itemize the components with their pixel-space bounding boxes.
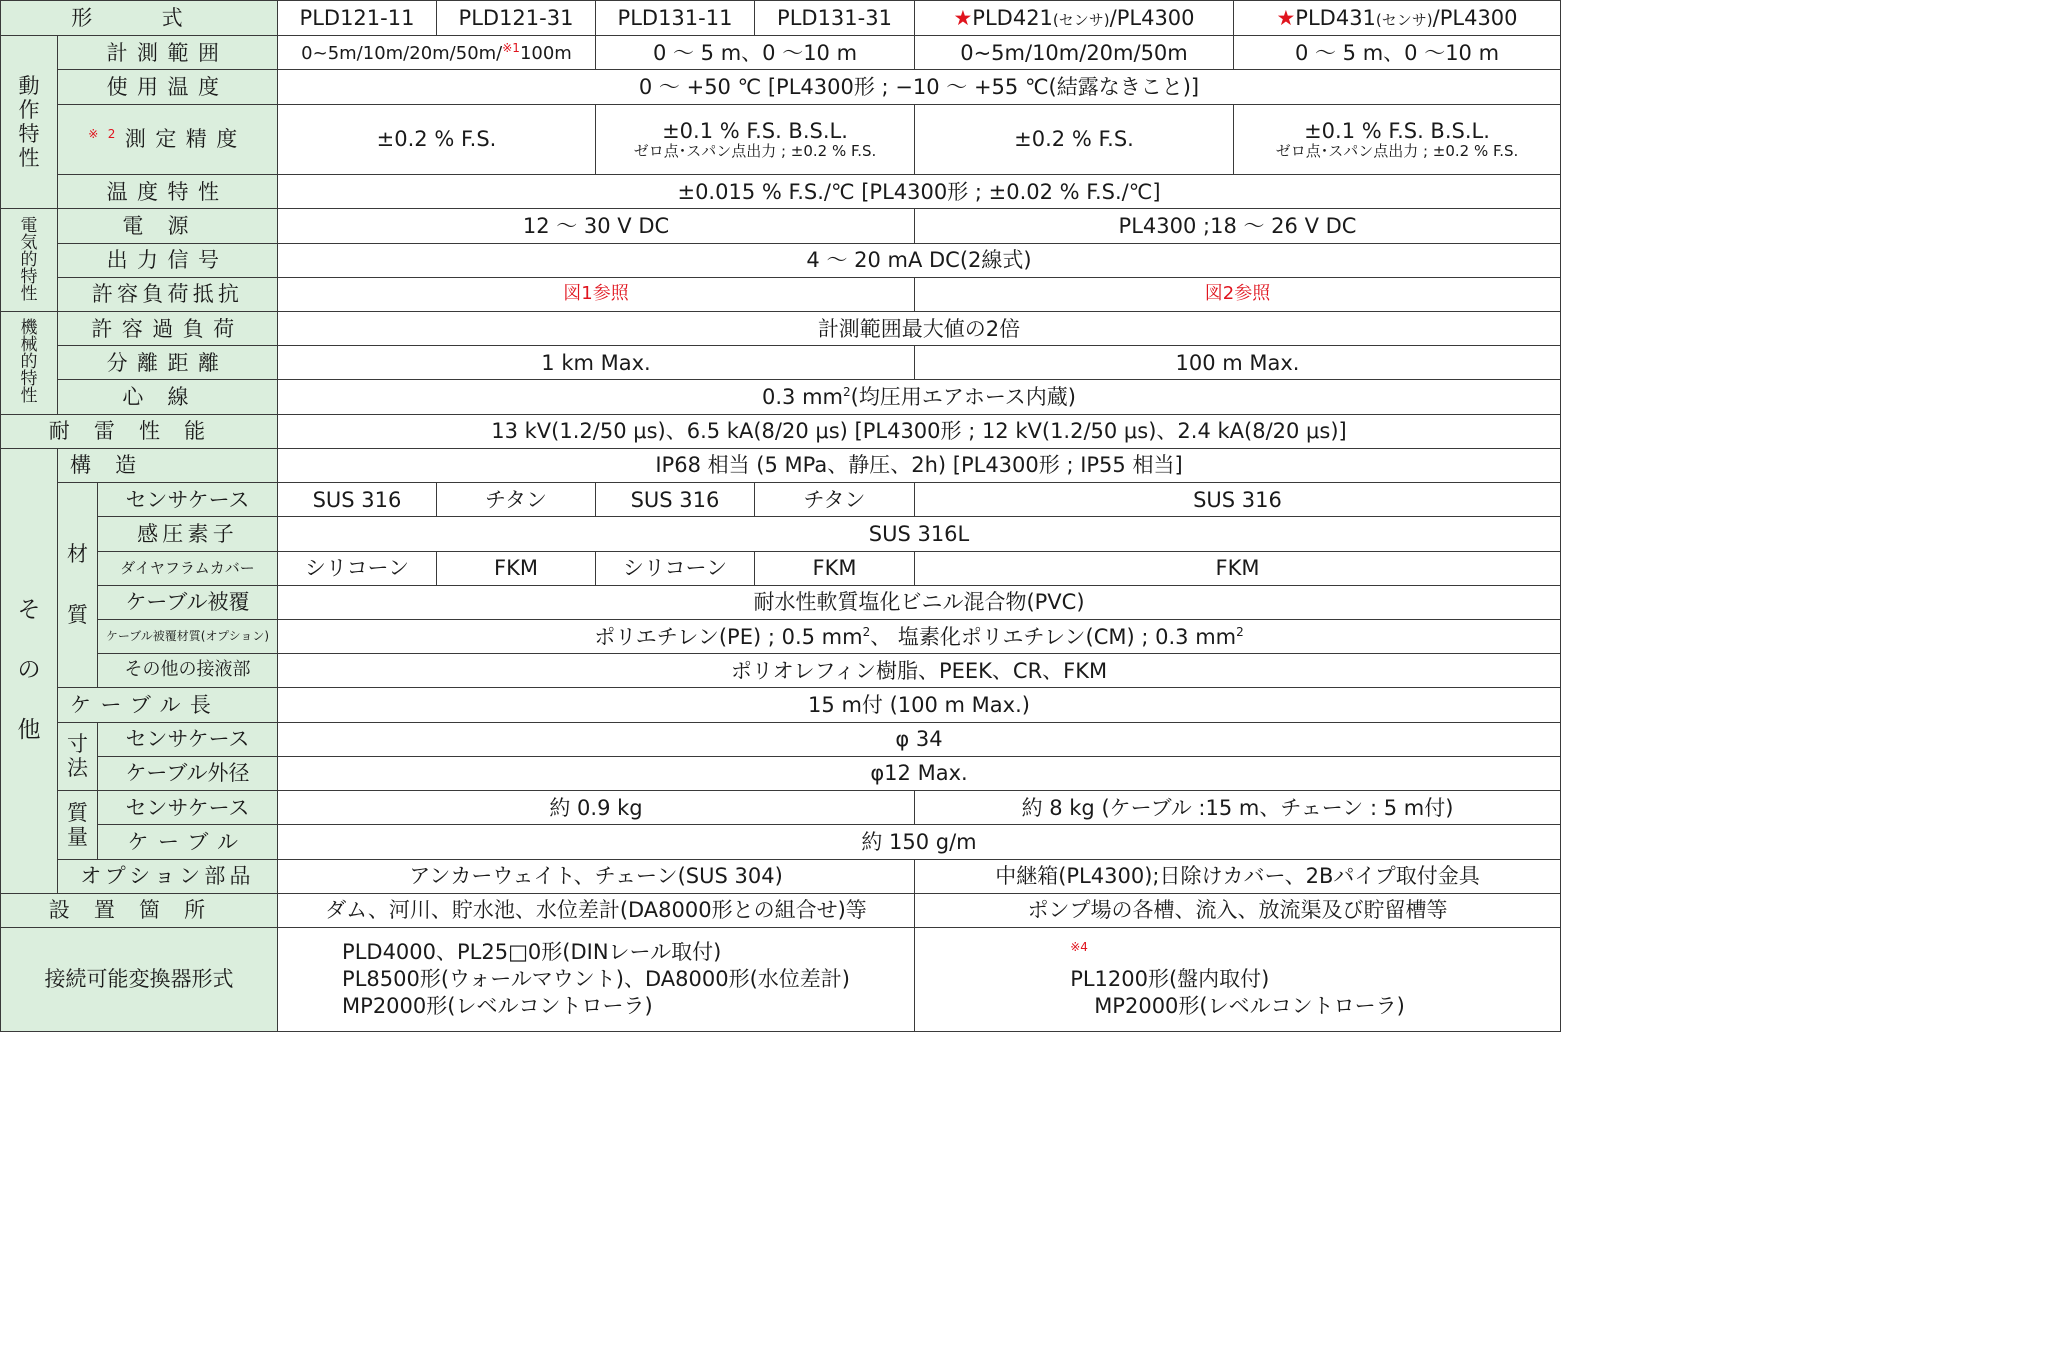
pressure-element-value: SUS 316L	[278, 517, 1561, 551]
model-pld121-11: PLD121-11	[278, 1, 437, 36]
model-pld421	[915, 1, 1234, 36]
row-output	[1, 243, 1561, 277]
dim-cable-label: ケーブル外径	[98, 756, 278, 790]
dim-sensor-label: センサケース	[98, 722, 278, 756]
star-icon: ★	[953, 6, 973, 31]
row-cable-cover	[1, 585, 1561, 619]
options-value-2: 中継箱(PL4300);日除けカバー、2Bパイプ取付金具	[915, 859, 1561, 893]
row-options	[1, 859, 1561, 893]
diaphragm-label: ダイヤフラムカバー	[98, 551, 278, 585]
load-value-1: 図1参照	[278, 277, 915, 311]
location-value-2: ポンプ場の各槽、流入、放流渠及び貯留槽等	[915, 893, 1561, 927]
sensor-case-value-2: チタン	[437, 483, 596, 517]
group-other: そ の 他	[1, 448, 58, 893]
diaphragm-value-2: FKM	[437, 551, 596, 585]
sensor-case-value-5: SUS 316	[915, 483, 1561, 517]
load-value-2: 図2参照	[915, 277, 1561, 311]
temp-char-value: ±0.015 % F.S./℃ [PL4300形 ; ±0.02 % F.S./℃]	[278, 175, 1561, 209]
load-label: 許容負荷抵抗	[58, 277, 278, 311]
range-value-3: 0~5m/10m/20m/50m	[915, 36, 1234, 70]
model-pld421-pl4300: /PL4300	[1109, 6, 1195, 31]
mass-sensor-value-2: 約 8 kg (ケーブル :15 m、チェーン : 5 m付)	[915, 791, 1561, 825]
row-mass-cable	[1, 825, 1561, 859]
row-core	[1, 380, 1561, 414]
group-operation: 動 作 特 性	[1, 36, 58, 209]
cable-cover-value: 耐水性軟質塩化ビニル混合物(PVC)	[278, 585, 1561, 619]
group-dimension: 寸 法	[58, 722, 98, 790]
output-value: 4 ～ 20 mA DC(2線式)	[278, 243, 1561, 277]
cable-option-value: ポリエチレン(PE) ; 0.5 $mm^2$、 塩素化ポリエチレン(CM) ; 0.3 $mm^2$	[278, 619, 1561, 653]
overload-value: 計測範囲最大値の2倍	[278, 312, 1561, 346]
power-value-1: 12 ～ 30 V DC	[278, 209, 915, 243]
row-load	[1, 277, 1561, 311]
row-sensor-case	[1, 483, 1561, 517]
mass-cable-label: ケーブル	[98, 825, 278, 859]
group-mechanical: 機 械 的 特 性	[1, 312, 58, 415]
range-label: 計測範囲	[58, 36, 278, 70]
group-mass: 質 量	[58, 791, 98, 859]
row-overload	[1, 312, 1561, 346]
pressure-element-label: 感圧素子	[98, 517, 278, 551]
model-pld431-name: PLD431	[1295, 6, 1376, 31]
model-pld431-pl4300: /PL4300	[1432, 6, 1518, 31]
model-pld131-31: PLD131-31	[755, 1, 915, 36]
model-pld431	[1234, 1, 1561, 36]
row-wetted	[1, 654, 1561, 688]
row-structure	[1, 448, 1561, 482]
wetted-value: ポリオレフィン樹脂、PEEK、CR、FKM	[278, 654, 1561, 688]
diaphragm-value-1: シリコーン	[278, 551, 437, 585]
row-model	[1, 1, 1561, 36]
accuracy-label: $^{※2}$測定精度	[58, 104, 278, 174]
group-material: 材 質	[58, 483, 98, 688]
distance-value-1: 1 km Max.	[278, 346, 915, 380]
location-label: 設置箇所	[1, 893, 278, 927]
mass-sensor-value-1: 約 0.9 kg	[278, 791, 915, 825]
row-location	[1, 893, 1561, 927]
range-value-4: 0 ～ 5 m、0 ～10 m	[1234, 36, 1561, 70]
lightning-label: 耐雷性能	[1, 414, 278, 448]
cable-option-label: ケーブル被覆材質(オプション)	[98, 619, 278, 653]
accuracy-value-4: ±0.1 % F.S. B.S.L. ゼロ点･スパン点出力 ; ±0.2 % F.S.	[1234, 104, 1561, 174]
sensor-case-value-1: SUS 316	[278, 483, 437, 517]
row-cable-option	[1, 619, 1561, 653]
power-value-2: PL4300 ;18 ～ 26 V DC	[915, 209, 1561, 243]
row-diaphragm	[1, 551, 1561, 585]
row-distance	[1, 346, 1561, 380]
row-lightning	[1, 414, 1561, 448]
model-label: 形 式	[1, 1, 278, 36]
cable-length-value: 15 m付 (100 m Max.)	[278, 688, 1561, 722]
diaphragm-value-3: シリコーン	[596, 551, 755, 585]
accuracy-value-3: ±0.2 % F.S.	[915, 104, 1234, 174]
sensor-case-label: センサケース	[98, 483, 278, 517]
cable-length-label: ケーブル長	[58, 688, 278, 722]
range-value-1: 0~5m/10m/20m/50m/$^{※1}$100m	[278, 36, 596, 70]
temp-label: 使用温度	[58, 70, 278, 104]
structure-label: 構造	[58, 448, 278, 482]
group-electrical: 電 気 的 特 性	[1, 209, 58, 312]
model-pld131-11: PLD131-11	[596, 1, 755, 36]
model-pld421-sensor: (センサ)	[1052, 11, 1110, 30]
row-converter	[1, 927, 1561, 1031]
row-temp	[1, 70, 1561, 104]
mass-sensor-label: センサケース	[98, 791, 278, 825]
row-temp-char	[1, 175, 1561, 209]
temp-char-label: 温度特性	[58, 175, 278, 209]
core-label: 心線	[58, 380, 278, 414]
power-label: 電源	[58, 209, 278, 243]
dim-sensor-value: φ 34	[278, 722, 1561, 756]
accuracy-value-2: ±0.1 % F.S. B.S.L. ゼロ点･スパン点出力 ; ±0.2 % F.S.	[596, 104, 915, 174]
row-power	[1, 209, 1561, 243]
distance-value-2: 100 m Max.	[915, 346, 1561, 380]
row-range	[1, 36, 1561, 70]
converter-value-2: $^{※4}$ PL1200形(盤内取付) MP2000形(レベルコントローラ)	[915, 927, 1561, 1031]
row-mass-sensor	[1, 791, 1561, 825]
model-pld431-sensor: (センサ)	[1375, 11, 1433, 30]
sensor-case-value-4: チタン	[755, 483, 915, 517]
model-pld421-name: PLD421	[972, 6, 1053, 31]
diaphragm-value-4: FKM	[755, 551, 915, 585]
wetted-label: その他の接液部	[98, 654, 278, 688]
star-icon: ★	[1276, 6, 1296, 31]
row-accuracy	[1, 104, 1561, 174]
diaphragm-value-5: FKM	[915, 551, 1561, 585]
temp-value: 0 ～ +50 ℃ [PL4300形 ; −10 ～ +55 ℃(結露なきこと)]	[278, 70, 1561, 104]
row-pressure-element	[1, 517, 1561, 551]
row-dim-sensor	[1, 722, 1561, 756]
distance-label: 分離距離	[58, 346, 278, 380]
converter-label: 接続可能変換器形式	[1, 927, 278, 1031]
row-cable-length	[1, 688, 1561, 722]
options-value-1: アンカーウェイト、チェーン(SUS 304)	[278, 859, 915, 893]
dim-cable-value: φ12 Max.	[278, 756, 1561, 790]
location-value-1: ダム、河川、貯水池、水位差計(DA8000形との組合せ)等	[278, 893, 915, 927]
model-pld121-31: PLD121-31	[437, 1, 596, 36]
lightning-value: 13 kV(1.2/50 μs)、6.5 kA(8/20 μs) [PL4300形 ; 12 kV(1.2/50 μs)、2.4 kA(8/20 μs)]	[278, 414, 1561, 448]
core-value: 0.3 $mm^2$(均圧用エアホース内蔵)	[278, 380, 1561, 414]
options-label: オプション部品	[58, 859, 278, 893]
sensor-case-value-3: SUS 316	[596, 483, 755, 517]
output-label: 出力信号	[58, 243, 278, 277]
overload-label: 許容過負荷	[58, 312, 278, 346]
structure-value: IP68 相当 (5 MPa、静圧、2h) [PL4300形 ; IP55 相当]	[278, 448, 1561, 482]
range-value-2: 0 ～ 5 m、0 ～10 m	[596, 36, 915, 70]
accuracy-value-1: ±0.2 % F.S.	[278, 104, 596, 174]
cable-cover-label: ケーブル被覆	[98, 585, 278, 619]
mass-cable-value: 約 150 g/m	[278, 825, 1561, 859]
converter-value-1: PLD4000、PL25□0形(DINレール取付) PL8500形(ウォールマウント)、DA8000形(水位差計) MP2000形(レベルコントローラ)	[278, 927, 915, 1031]
row-dim-cable	[1, 756, 1561, 790]
